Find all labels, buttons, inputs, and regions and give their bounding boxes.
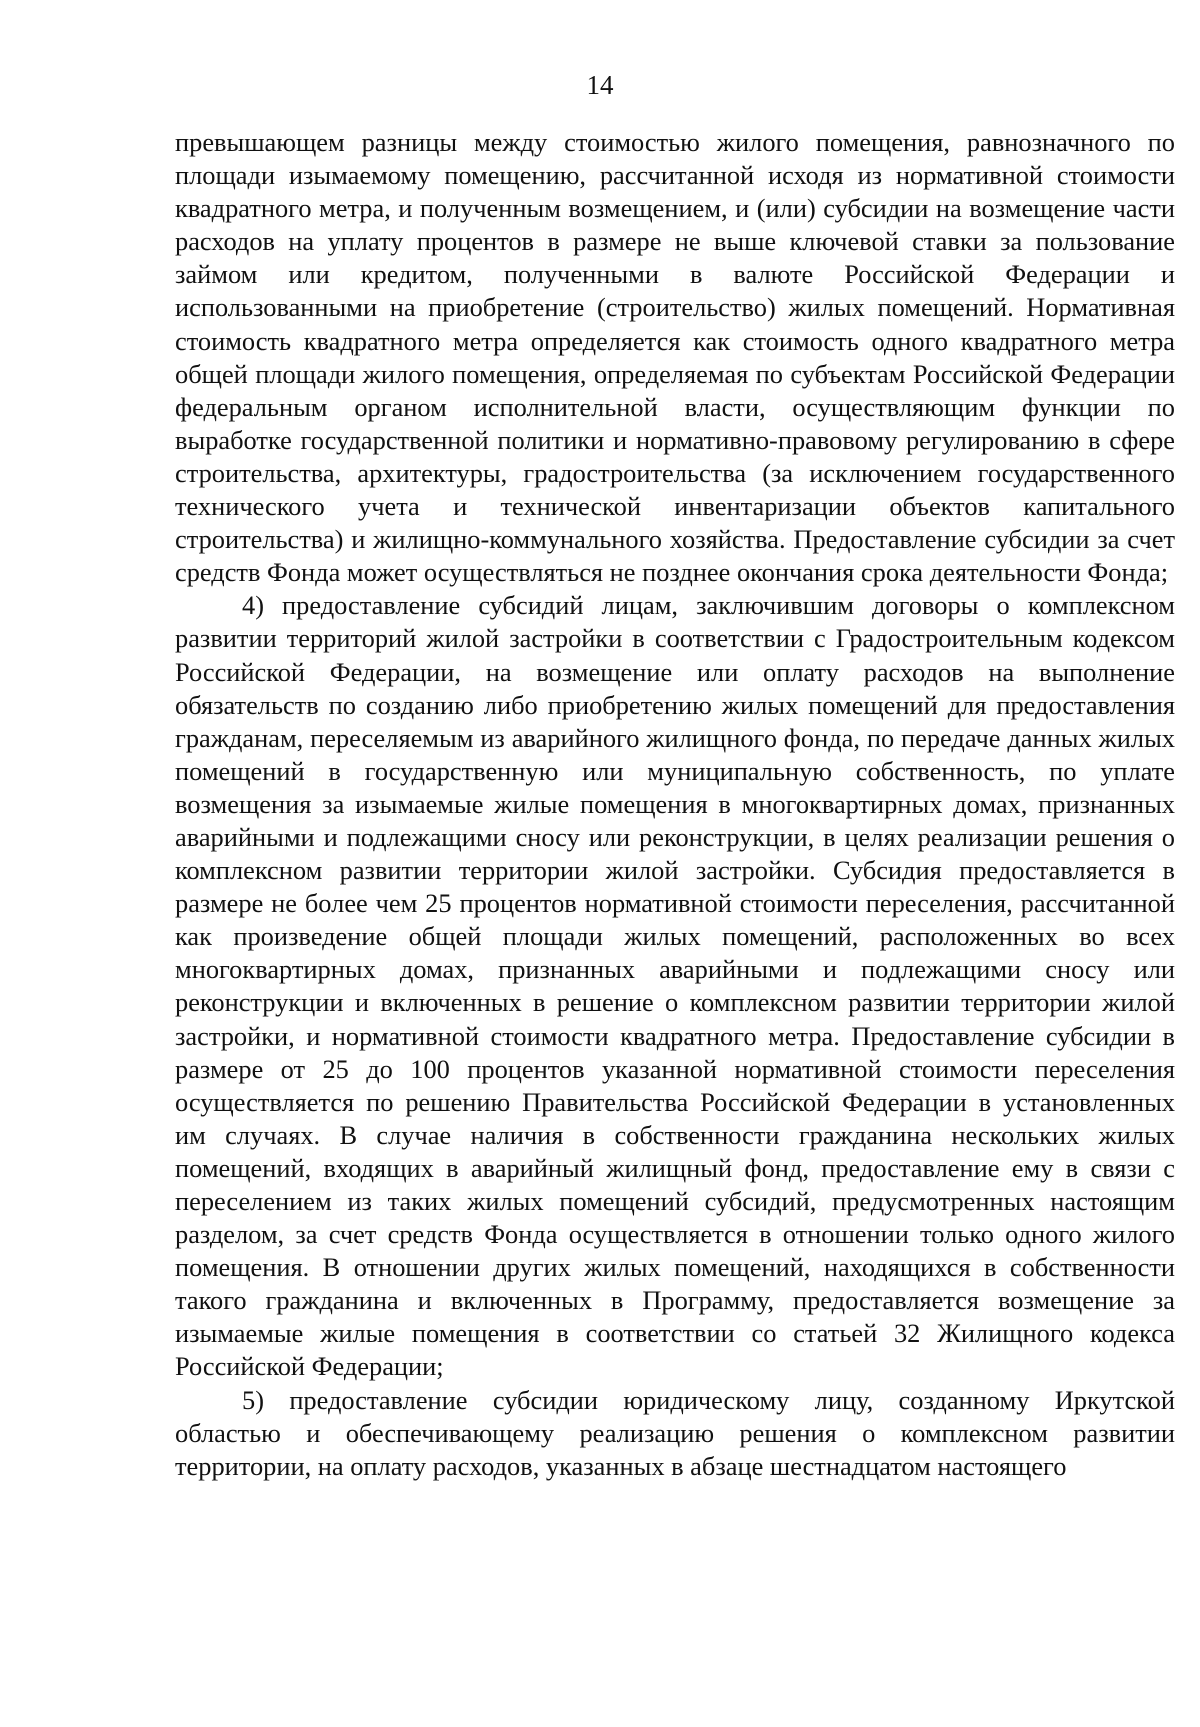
page-number: 14 bbox=[586, 70, 614, 100]
paragraph-item-5: 5) предоставление субсидии юридическому лицу, созданному Иркутской областью и обеспечивающему реализацию решения о комплексном развитии территории, на оплату расходов, указанных в абзаце шестнадцатом настоящего bbox=[175, 1384, 1175, 1481]
document-body bbox=[175, 126, 1175, 1483]
paragraph-continuation: превышающем разницы между стоимостью жилого помещения, равнозначного по площади изымаемому помещению, рассчитанной исходя из нормативной стоимости квадратного метра, и полученным возмещением, и (или) субсидии на возмещение части расходов на уплату процентов в размере не выше ключевой ставки за пользование займом или кредитом, полученными в валюте Российской Федерации и использованными на приобретение (строительство) жилых помещений. Нормативная стоимость квадратного метра определяется как стоимость одного квадратного метра общей площади жилого помещения, определяемая по субъектам Российской Федерации федеральным органом исполнительной власти, осуществляющим функции по выработке государственной политики и нормативно-правовому регулированию в сфере строительства, архитектуры, градостроительства (за исключением государственного технического учета и технической инвентаризации объектов капитального строительства) и жилищно-коммунального хозяйства. Предоставление субсидии за счет средств Фонда может осуществляться не позднее окончания срока деятельности Фонда; bbox=[175, 127, 1175, 588]
paragraph-item-4: 4) предоставление субсидий лицам, заключившим договоры о комплексном развитии территорий жилой застройки в соответствии с Градостроительным кодексом Российской Федерации, на возмещение или оплату расходов на выполнение обязательств по созданию либо приобретению жилых помещений для предоставления гражданам, переселяемым из аварийного жилищного фонда, по передаче данных жилых помещений в государственную или муниципальную собственность, по уплате возмещения за изымаемые жилые помещения в многоквартирных домах, признанных аварийными и подлежащими сносу или реконструкции, в целях реализации решения о комплексном развитии территории жилой застройки. Субсидия предоставляется в размере не более чем 25 процентов нормативной стоимости переселения, рассчитанной как произведение общей площади жилых помещений, расположенных во всех многоквартирных домах, признанных аварийными и подлежащими сносу или реконструкции и включенных в решение о комплексном развитии территории жилой застройки, и нормативной стоимости квадратного метра. Предоставление субсидии в размере от 25 до 100 процентов указанной нормативной стоимости переселения осуществляется по решению Правительства Российской Федерации в установленных им случаях. В случае наличия в собственности гражданина нескольких жилых помещений, входящих в аварийный жилищный фонд, предоставление ему в связи с переселением из таких жилых помещений субсидий, предусмотренных настоящим разделом, за счет средств Фонда осуществляется в отношении только одного жилого помещения. В отношении других жилых помещений, находящихся в собственности такого гражданина и включенных в Программу, предоставляется возмещение за изымаемые жилые помещения в соответствии со статьей 32 Жилищного кодекса Российской Федерации; bbox=[175, 590, 1175, 1382]
